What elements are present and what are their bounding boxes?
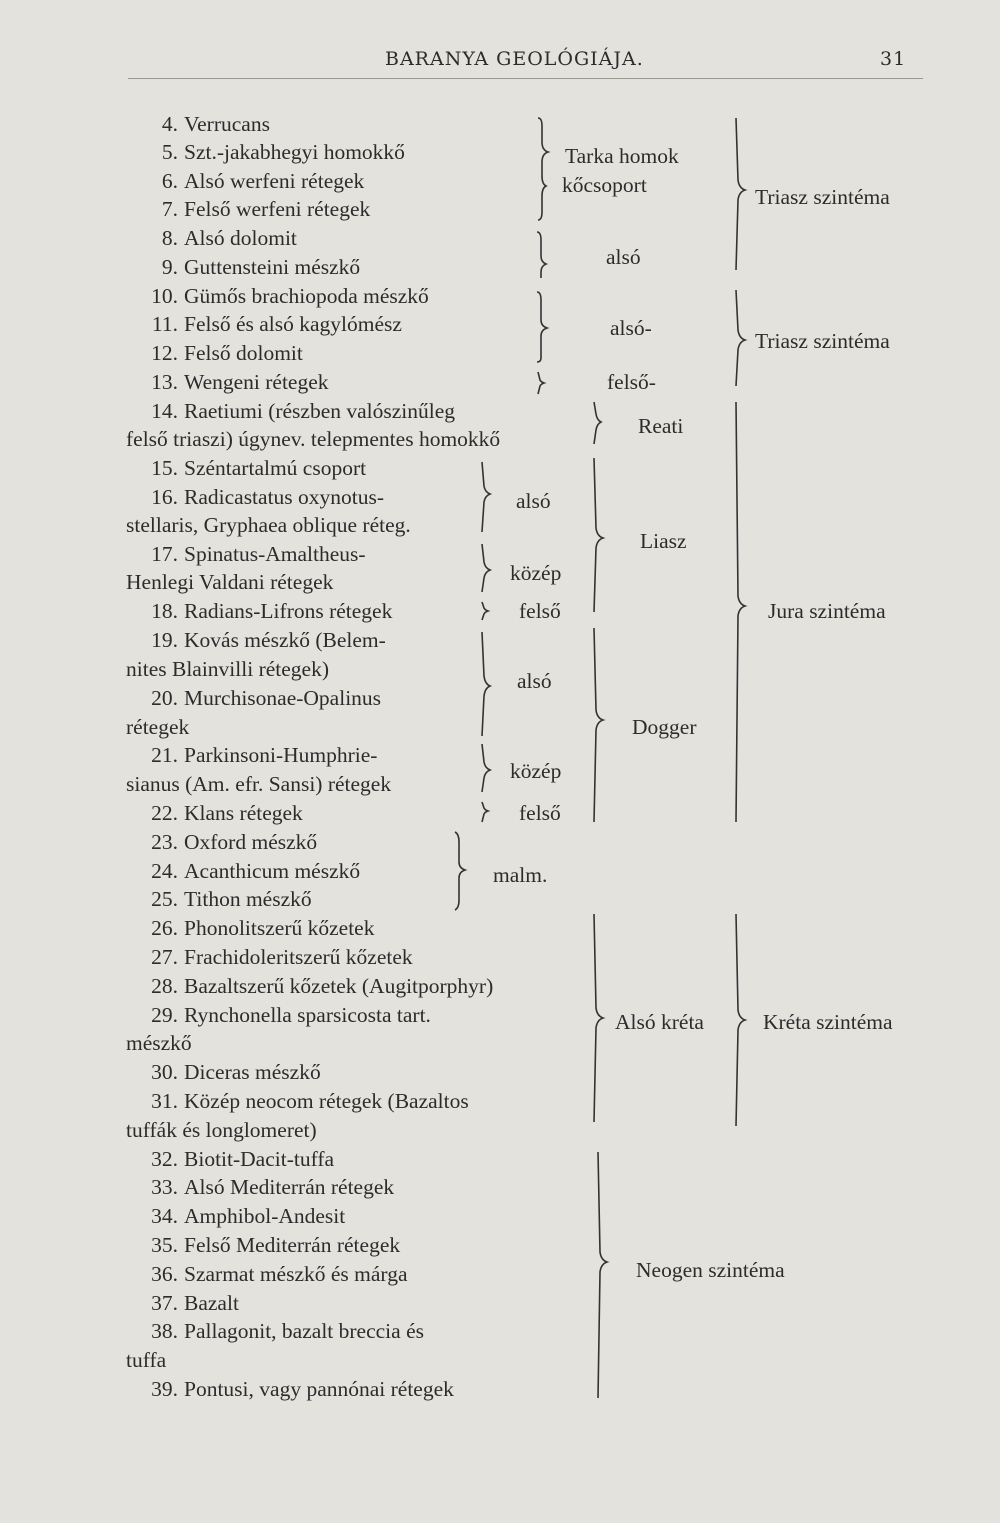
list-item: 7. Felső werfeni rétegek	[161, 197, 371, 221]
list-item: 26. Phonolitszerű kőzetek	[151, 916, 375, 940]
header-rule	[128, 78, 923, 79]
list-item: 31. Közép neocom rétegek (Bazaltos	[151, 1089, 469, 1113]
list-item: 33. Alsó Mediterrán rétegek	[151, 1175, 395, 1199]
list-item: 17. Spinatus-Amaltheus-	[151, 542, 366, 566]
group-label-kozep: közép	[510, 759, 562, 783]
group-label-kozep: közép	[510, 561, 562, 585]
group-label-tarka-homok: Tarka homok	[565, 144, 679, 168]
group-label-also: alsó	[516, 489, 551, 513]
list-item: 30. Diceras mészkő	[151, 1060, 321, 1084]
list-item: 11. Felső és alsó kagylómész	[151, 312, 402, 336]
list-item: 37. Bazalt	[151, 1291, 239, 1315]
list-item: 9. Guttensteini mészkő	[161, 255, 361, 279]
brace-dogger-felso	[482, 802, 488, 822]
list-item: 32. Biotit-Dacit-tuffa	[151, 1147, 335, 1171]
group-label-also-dash: alsó-	[610, 316, 652, 340]
group-label-also-kreta: Alsó kréta	[615, 1010, 704, 1034]
list-item: 13. Wengeni rétegek	[151, 370, 329, 394]
brace-malm	[455, 832, 465, 910]
brace-dogger	[594, 628, 603, 822]
list-item: 35. Felső Mediterrán rétegek	[151, 1233, 401, 1257]
system-label-triasz: Triasz szintéma	[755, 329, 890, 353]
list-item: 27. Frachidoleritszerű kőzetek	[151, 945, 413, 969]
list-item: 34. Amphibol-Andesit	[151, 1204, 346, 1228]
group-label-kocsoport: kőcsoport	[562, 173, 647, 197]
list-item: 10. Gümős brachiopoda mészkő	[151, 284, 429, 308]
group-label-malm: malm.	[493, 863, 548, 887]
group-label-felso-dash: felső-	[607, 370, 656, 394]
brace-liasz-kozep	[482, 544, 490, 592]
list-item: 21. Parkinsoni-Humphrie-	[151, 743, 378, 767]
list-item: 39. Pontusi, vagy pannónai rétegek	[151, 1377, 454, 1401]
list-item-continuation: tuffák és longlomeret)	[126, 1118, 317, 1142]
brace-liasz-also	[482, 462, 490, 532]
group-label-dogger: Dogger	[632, 715, 697, 739]
group-label-liasz: Liasz	[640, 529, 687, 553]
list-item: 24. Acanthicum mészkő	[151, 859, 361, 883]
list-item-continuation: mészkő	[126, 1031, 192, 1055]
brace-felso	[538, 372, 544, 394]
brace-triasz-2	[736, 290, 745, 386]
system-label-jura: Jura szintéma	[768, 599, 886, 623]
list-item: 18. Radians-Lifrons rétegek	[151, 599, 393, 623]
brace-also-kreta	[594, 914, 603, 1122]
list-item: 12. Felső dolomit	[151, 341, 303, 365]
list-item: 38. Pallagonit, bazalt breccia és	[151, 1319, 424, 1343]
brace-neogen	[598, 1152, 607, 1398]
list-item: 5. Szt.-jakabhegyi homokkő	[161, 140, 405, 164]
list-item-continuation: rétegek	[126, 715, 190, 739]
group-label-felso: felső	[519, 599, 561, 623]
brace-dogger-also	[482, 632, 490, 736]
list-item-continuation: tuffa	[126, 1348, 167, 1372]
brace-dogger-kozep	[482, 744, 490, 792]
list-item-continuation: sianus (Am. efr. Sansi) rétegek	[126, 772, 392, 796]
brace-liasz	[594, 458, 603, 612]
list-item: 6. Alsó werfeni rétegek	[161, 169, 365, 193]
list-item-continuation: nites Blainvilli rétegek)	[126, 657, 330, 681]
brace-liasz-felso	[482, 602, 488, 620]
group-label-reati: Reati	[638, 414, 684, 438]
page-number: 31	[880, 48, 907, 70]
list-item-continuation: stellaris, Gryphaea oblique réteg.	[126, 513, 411, 537]
brace-jura	[736, 402, 745, 822]
group-label-also: alsó	[517, 669, 552, 693]
list-item: 15. Széntartalmú csoport	[151, 456, 367, 480]
list-item: 25. Tithon mészkő	[151, 887, 312, 911]
list-item: 8. Alsó dolomit	[161, 226, 297, 250]
list-item: 23. Oxford mészkő	[151, 830, 318, 854]
brace-tarka-homok	[538, 118, 548, 220]
list-item: 28. Bazaltszerű kőzetek (Augitporphyr)	[151, 974, 494, 998]
brace-also-dolomit	[537, 232, 546, 278]
brace-kreta	[736, 914, 745, 1126]
brace-reati	[594, 402, 601, 444]
list-item: 19. Kovás mészkő (Belem-	[151, 628, 386, 652]
list-item: 22. Klans rétegek	[151, 801, 303, 825]
running-header-title: BARANYA GEOLÓGIÁJA.	[385, 48, 644, 70]
list-item: 29. Rynchonella sparsicosta tart.	[151, 1003, 431, 1027]
list-item-continuation: Henlegi Valdani rétegek	[126, 570, 334, 594]
group-label-also: alsó	[606, 245, 641, 269]
list-item-continuation: felső triaszi) úgynev. telepmentes homokkő	[126, 427, 501, 451]
list-item: 36. Szarmat mészkő és márga	[151, 1262, 408, 1286]
brace-also-triasz	[537, 292, 547, 362]
system-label-neogen: Neogen szintéma	[636, 1258, 785, 1282]
system-label-triasz: Triasz szintéma	[755, 185, 890, 209]
list-item: 14. Raetiumi (részben valószinűleg	[151, 399, 456, 423]
list-item: 16. Radicastatus oxynotus-	[151, 485, 385, 509]
system-label-kreta: Kréta szintéma	[763, 1010, 893, 1034]
group-label-felso: felső	[519, 801, 561, 825]
brace-triasz-1	[736, 118, 745, 270]
list-item: 20. Murchisonae-Opalinus	[151, 686, 382, 710]
list-item: 4. Verrucans	[161, 112, 270, 136]
